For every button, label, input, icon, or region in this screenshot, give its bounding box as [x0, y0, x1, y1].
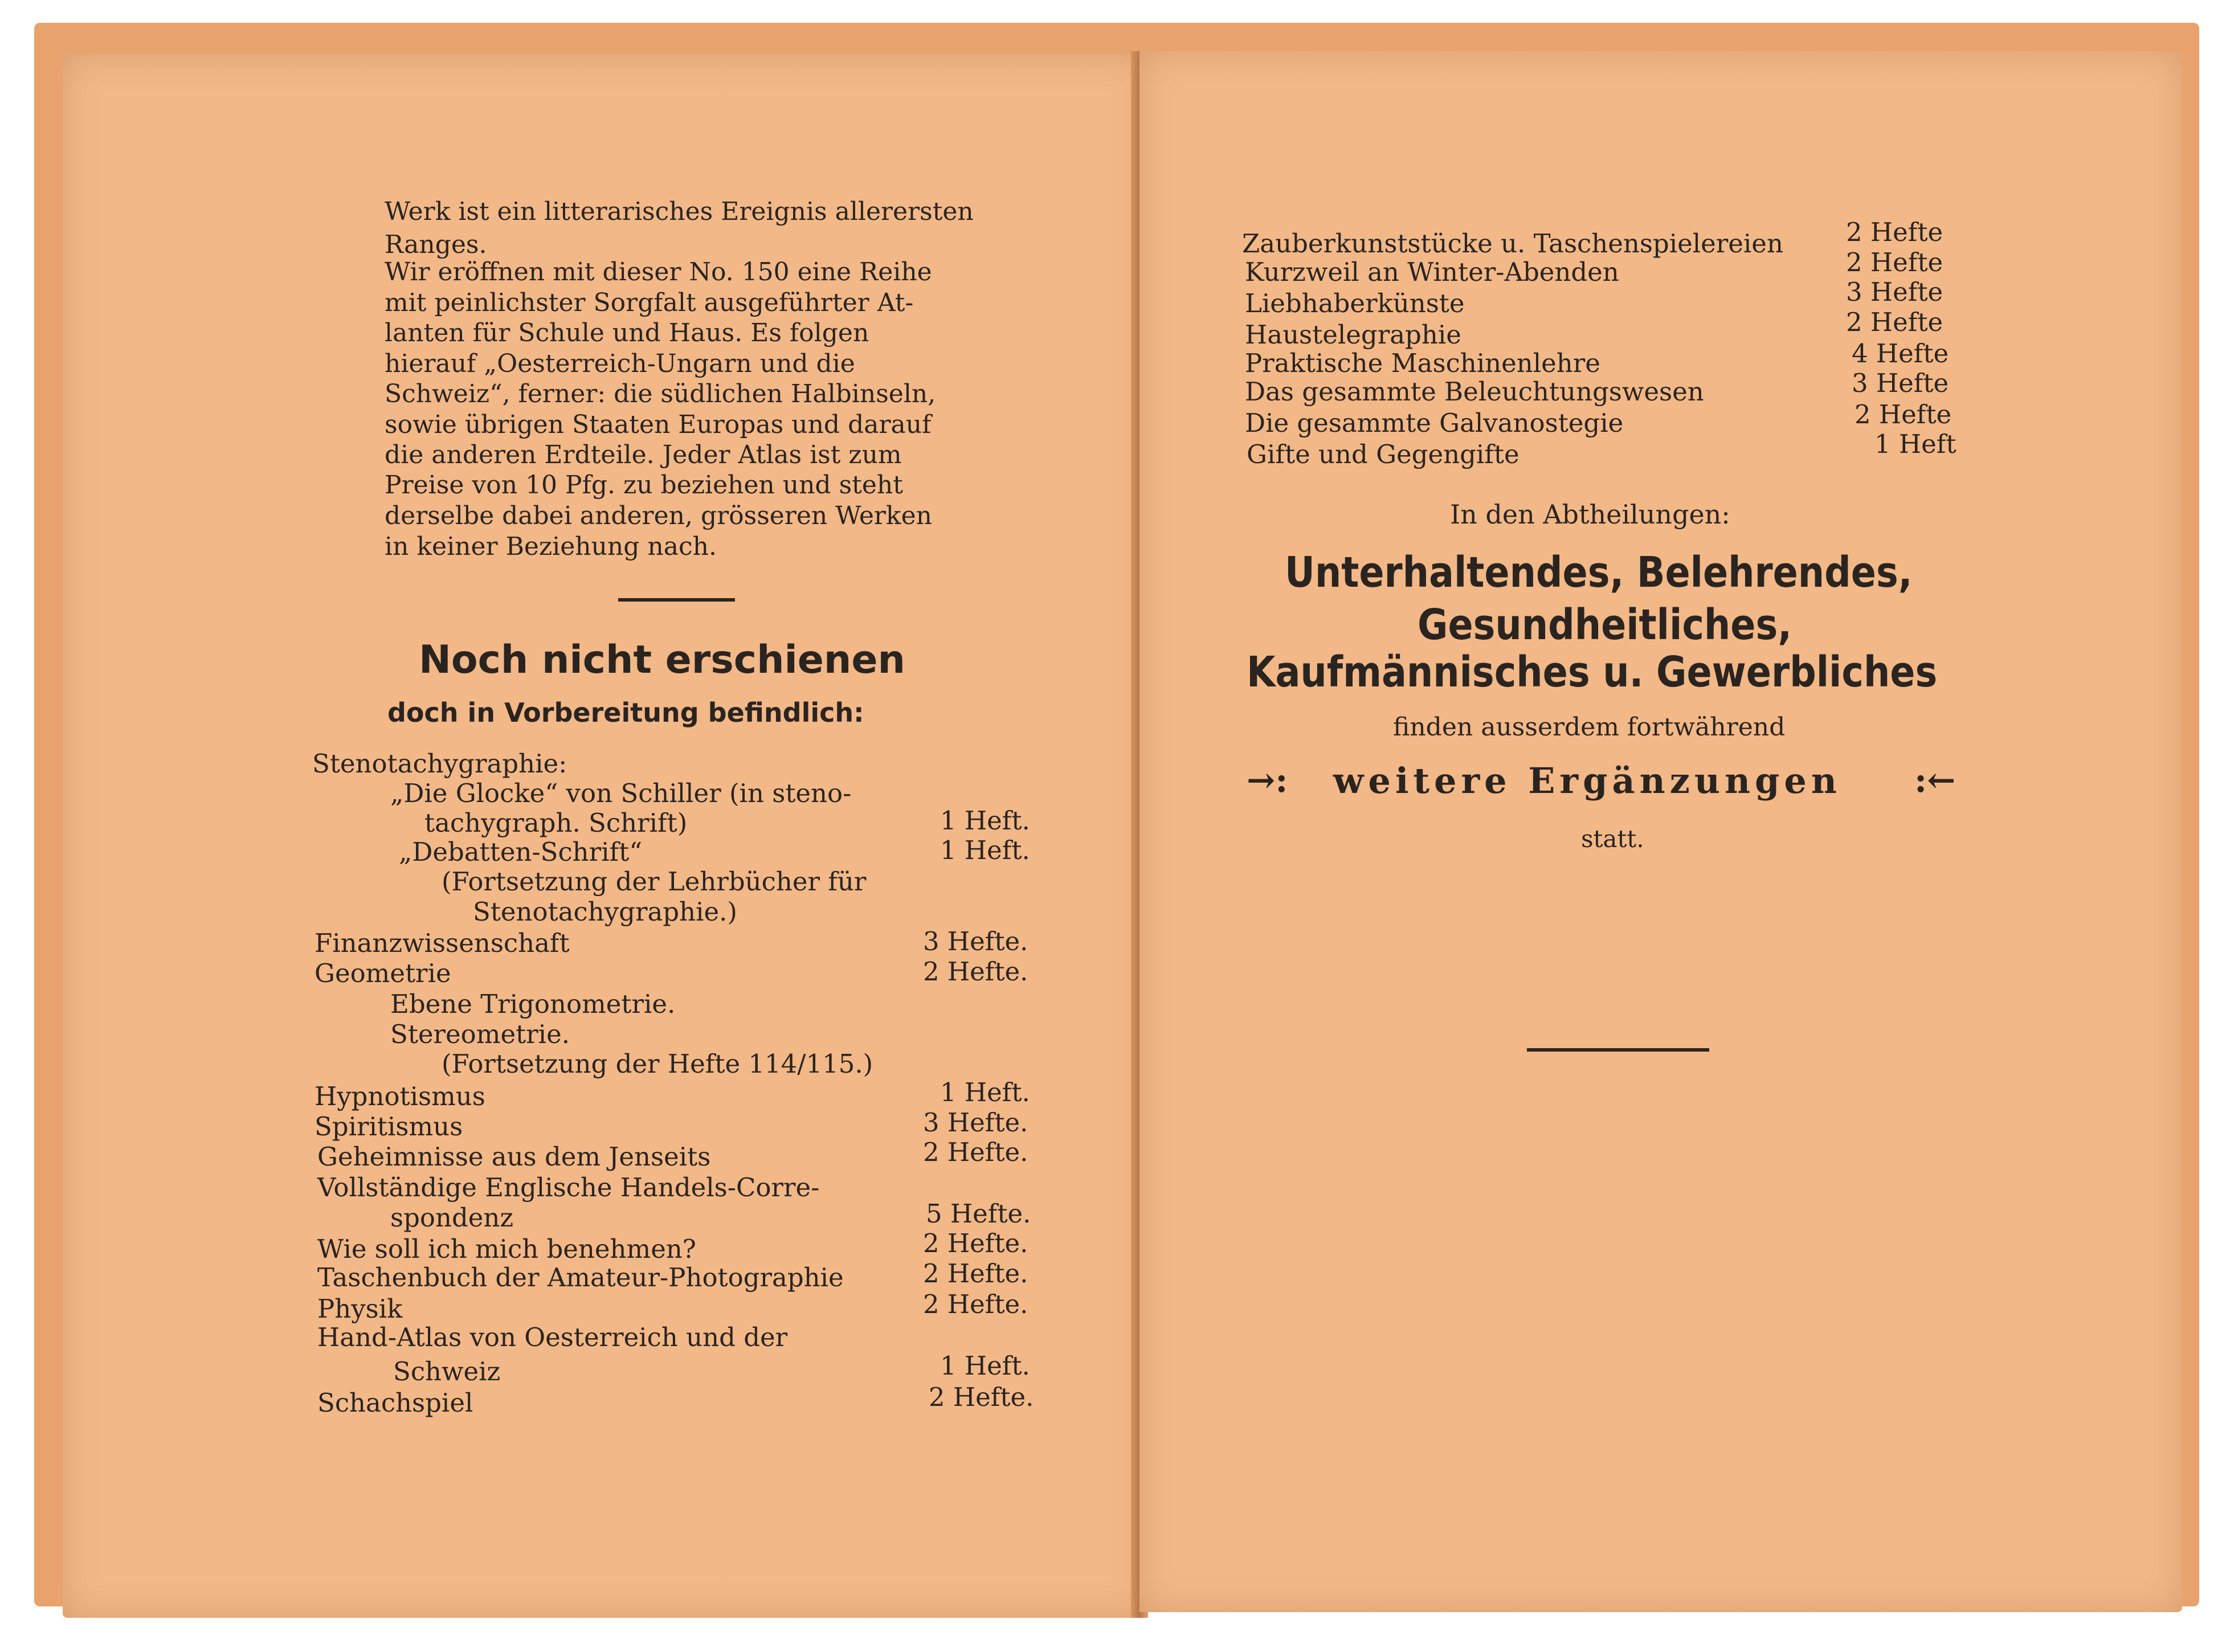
paragraph-line: sowie übrigen Staaten Europas und darauf	[385, 410, 932, 439]
list-item: (Fortsetzung der Lehrbücher für	[442, 866, 867, 897]
list-quantity: 2 Hefte	[1846, 217, 1943, 247]
list-quantity: 2 Hefte	[1855, 399, 1952, 430]
list-quantity: 1 Heft	[1874, 429, 1956, 459]
paragraph-line: mit peinlichster Sorgfalt ausgeführter At-	[385, 288, 914, 317]
list-quantity: 2 Hefte.	[929, 1382, 1034, 1412]
list-item: Spiritismus	[314, 1111, 463, 1142]
paragraph-line: in keiner Beziehung nach.	[385, 532, 717, 561]
arrow-right-icon: →:	[1247, 760, 1288, 800]
category-line: Unterhaltendes, Belehrendes,	[1285, 548, 1913, 597]
list-item: Das gesammte Beleuchtungswesen	[1245, 377, 1704, 407]
list-item: Schachspiel	[317, 1388, 473, 1418]
list-quantity: 2 Hefte.	[923, 1258, 1028, 1289]
list-item: Stenotachygraphie:	[312, 749, 567, 779]
list-quantity: 3 Hefte	[1852, 368, 1949, 398]
list-item: Kurzweil an Winter-Abenden	[1245, 257, 1619, 287]
arrow-left-icon: :←	[1914, 760, 1956, 800]
find-line: finden ausserdem fortwährend	[1393, 713, 1786, 742]
list-item: Ebene Trigonometrie.	[390, 989, 676, 1019]
list-item: Stenotachygraphie.)	[473, 897, 737, 927]
divider-rule	[618, 598, 735, 602]
list-quantity: 2 Hefte.	[923, 1289, 1028, 1319]
list-item: Hand-Atlas von Oesterreich und der	[317, 1322, 788, 1352]
list-item: Hypnotismus	[314, 1081, 485, 1111]
list-quantity: 1 Heft.	[940, 1351, 1030, 1381]
list-quantity: 3 Hefte.	[923, 926, 1028, 956]
paragraph-line: hierauf „Oesterreich-Ungarn und die	[385, 349, 855, 378]
paragraph-line: die anderen Erdteile. Jeder Atlas ist zum	[385, 440, 902, 469]
list-item: „Die Glocke“ von Schiller (in steno-	[390, 778, 852, 808]
sections-intro: In den Abtheilungen:	[1450, 499, 1730, 530]
list-quantity: 2 Hefte.	[923, 956, 1028, 987]
paragraph-line: derselbe dabei anderen, grösseren Werken	[385, 501, 932, 530]
list-item: Physik	[317, 1294, 403, 1324]
list-item: Stereometrie.	[390, 1019, 570, 1049]
list-quantity: 1 Heft.	[940, 835, 1030, 865]
list-quantity: 3 Hefte.	[923, 1107, 1028, 1138]
list-quantity: 2 Hefte.	[923, 1137, 1028, 1167]
list-quantity: 5 Hefte.	[926, 1199, 1031, 1229]
list-quantity: 1 Heft.	[940, 1077, 1030, 1107]
list-item: Geometrie	[314, 958, 451, 988]
list-item: Praktische Maschinenlehre	[1245, 348, 1600, 378]
list-quantity: 2 Hefte.	[923, 1228, 1028, 1258]
list-item: spondenz	[390, 1203, 514, 1233]
list-item: Gifte und Gegengifte	[1247, 439, 1520, 469]
list-item: Finanzwissenschaft	[314, 928, 570, 958]
list-quantity: 1 Heft.	[940, 805, 1030, 836]
section-subheading: doch in Vorbereitung befindlich:	[387, 697, 864, 728]
category-line: Kaufmännisches u. Gewerbliches	[1247, 648, 1938, 697]
list-item: Haustelegraphie	[1245, 320, 1461, 350]
list-quantity: 3 Hefte	[1846, 277, 1943, 307]
list-item: (Fortsetzung der Hefte 114/115.)	[442, 1049, 873, 1079]
list-item: Taschenbuch der Amateur-Photographie	[317, 1262, 844, 1293]
list-item: Geheimnisse aus dem Jenseits	[317, 1142, 711, 1172]
list-item: Schweiz	[393, 1356, 501, 1387]
list-item: Wie soll ich mich benehmen?	[317, 1234, 696, 1264]
paragraph-line: Werk ist ein litterarisches Ereignis allerersten	[385, 197, 974, 226]
list-item: tachygraph. Schrift)	[424, 808, 688, 838]
list-quantity: 4 Hefte	[1852, 338, 1949, 369]
divider-rule	[1527, 1048, 1709, 1052]
closing-text: statt.	[1581, 825, 1644, 853]
paragraph-line: Ranges.	[385, 230, 487, 259]
category-line: Gesundheitliches,	[1418, 600, 1792, 649]
list-quantity: 2 Hefte	[1846, 247, 1943, 277]
highlight-text: weitere Ergänzungen	[1333, 760, 1841, 802]
section-heading: Noch nicht erschienen	[419, 637, 905, 682]
list-quantity: 2 Hefte	[1846, 307, 1943, 337]
paragraph-line: Wir eröffnen mit dieser No. 150 eine Reihe	[385, 257, 932, 287]
list-item: Zauberkunststücke u. Taschenspielereien	[1242, 228, 1783, 259]
paragraph-line: lanten für Schule und Haus. Es folgen	[385, 318, 869, 347]
list-item: „Debatten-Schrift“	[399, 837, 643, 867]
paragraph-line: Schweiz“, ferner: die südlichen Halbinseln,	[385, 379, 936, 408]
paragraph-line: Preise von 10 Pfg. zu beziehen und steht	[385, 471, 903, 500]
list-item: Vollständige Englische Handels-Corre-	[317, 1172, 820, 1203]
list-item: Liebhaberkünste	[1245, 288, 1465, 318]
list-item: Die gesammte Galvanostegie	[1245, 408, 1624, 438]
